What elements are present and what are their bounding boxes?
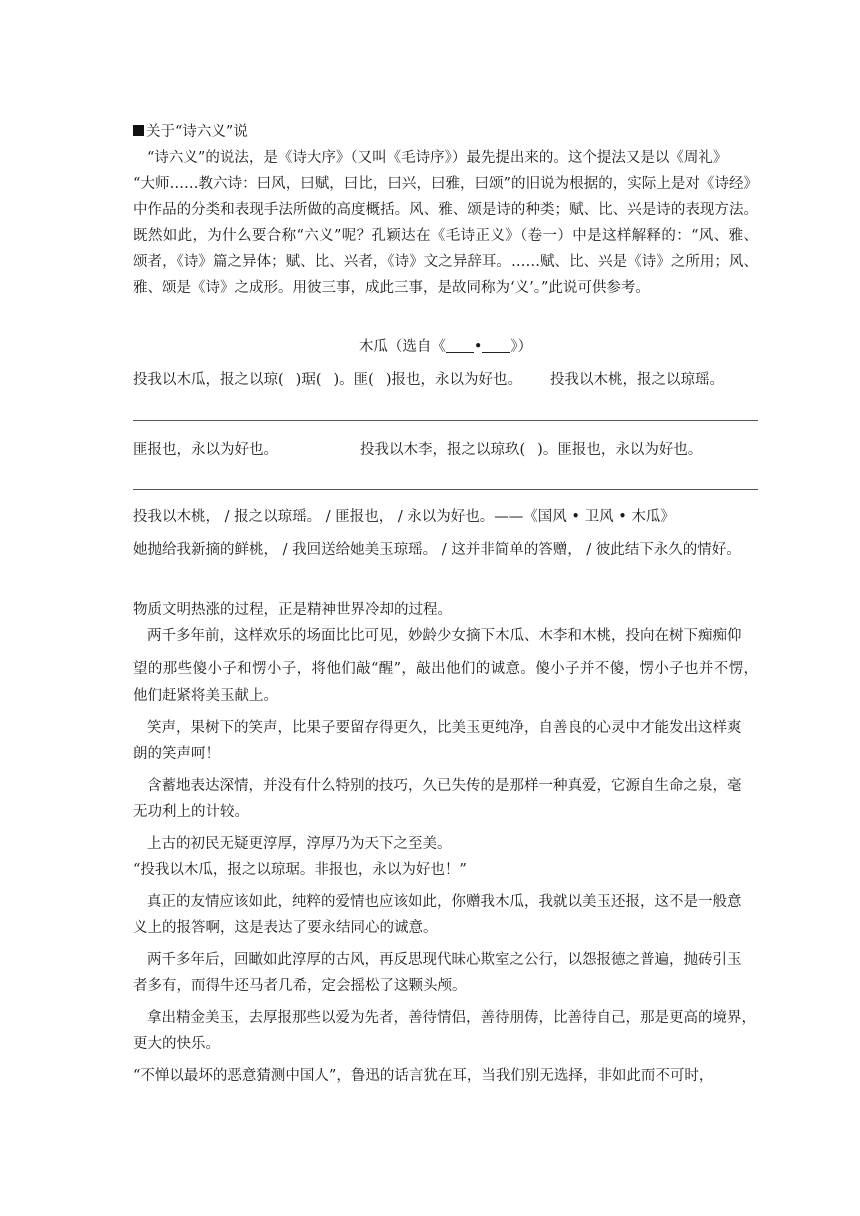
poem-line-1: 投我以木瓜，报之以琼( )琚( )。匪( )报也，永以为好也。 投我以木桃，报之以琼瑶。 — [133, 372, 724, 388]
essay-line: “投我以木瓜，报之以琼琚。非报也，永以为好也！” — [133, 862, 467, 878]
title-blank-1[interactable] — [446, 338, 474, 353]
essay-line: 无功利上的计较。 — [133, 804, 249, 820]
essay-line: 他们赶紧将美玉献上。 — [133, 688, 278, 704]
essay-line: 更大的快乐。 — [133, 1036, 220, 1052]
section-heading: 关于“诗六义”说 — [133, 122, 758, 142]
poem-division-line: 投我以木桃， / 报之以琼瑶。 / 匪报也， / 永以为好也。——《国风 • 卫风 • 木瓜》 — [133, 509, 675, 525]
essay-line: 朗的笑声呵！ — [133, 746, 220, 762]
intro-line: 雅、颂是《诗》之成形。用彼三事，成此三事，是故同称为‘义’。”此说可供参考。 — [133, 280, 650, 296]
essay-line: 义上的报答啊，这是表达了要永结同心的诚意。 — [133, 920, 438, 936]
essay-line: “不惮以最坏的恶意猜测中国人”，鲁迅的话言犹在耳，当我们别无选择，非如此而不可时， — [133, 1068, 714, 1084]
answer-line — [133, 489, 758, 490]
poem-title: 木瓜（选自《 • 》） — [358, 339, 533, 355]
essay-line: 望的那些傻小子和愣小子，将他们敲“醒”，敲出他们的诚意。傻小子并不傻，愣小子也并不愣， — [133, 661, 758, 677]
essay-line: 者多有，而得牛还马者几希，定会摇松了这颗头颅。 — [133, 978, 467, 994]
essay-line: 两千多年前，这样欢乐的场面比比可见，妙龄少女摘下木瓜、木李和木桃，投向在树下痴痴仰 — [147, 628, 742, 644]
intro-line: “大师……教六诗：曰风，曰赋，曰比，曰兴，曰雅，曰颂”的旧说为根据的，实际上是对《诗经》 — [133, 176, 758, 192]
intro-line: 既然如此，为什么要合称“六义”呢？孔颖达在《毛诗正义》（卷一）中是这样解释的：“风、雅、 — [133, 228, 758, 244]
intro-line: “诗六义”的说法，是《诗大序》（又叫《毛诗序》）最先提出来的。这个提法又是以《周礼》 — [147, 150, 728, 166]
poem-translation-line: 她抛给我新摘的鲜桃， / 我回送给她美玉琼瑶。 / 这并非简单的答赠， / 彼此结下永久的情好。 — [133, 542, 741, 558]
intro-line: 颂者，《诗》篇之异体；赋、比、兴者，《诗》文之异辞耳。……赋、比、兴是《诗》之所用；风、 — [133, 254, 758, 270]
answer-line — [133, 420, 758, 421]
title-blank-2[interactable] — [482, 338, 510, 353]
poem-line-2: 匪报也，永以为好也。 投我以木李，报之以琼玖( )。匪报也，永以为好也。 — [133, 442, 703, 458]
essay-line: 物质文明热涨的过程，正是精神世界冷却的过程。 — [133, 602, 452, 618]
intro-line: 中作品的分类和表现手法所做的高度概括。风、雅、颂是诗的种类；赋、比、兴是诗的表现方法。 — [133, 202, 758, 218]
essay-line: 拿出精金美玉，去厚报那些以爱为先者，善待情侣，善待朋俦，比善待自己，那是更高的境界， — [147, 1010, 756, 1026]
essay-line: 上古的初民无疑更淳厚，淳厚乃为天下之至美。 — [147, 836, 452, 852]
black-square-icon — [133, 125, 144, 136]
essay-line: 两千多年后，回瞰如此淳厚的古风，再反思现代昧心欺室之公行，以怨报德之普遍，抛砖引玉 — [147, 952, 742, 968]
essay-line: 真正的友情应该如此，纯粹的爱情也应该如此，你赠我木瓜，我就以美玉还报，这不是一般意 — [147, 894, 742, 910]
essay-line: 含蓄地表达深情，并没有什么特别的技巧，久已失传的是那样一种真爱，它源自生命之泉，毫 — [147, 778, 742, 794]
essay-line: 笑声，果树下的笑声，比果子要留存得更久，比美玉更纯净，自善良的心灵中才能发出这样爽 — [147, 720, 742, 736]
